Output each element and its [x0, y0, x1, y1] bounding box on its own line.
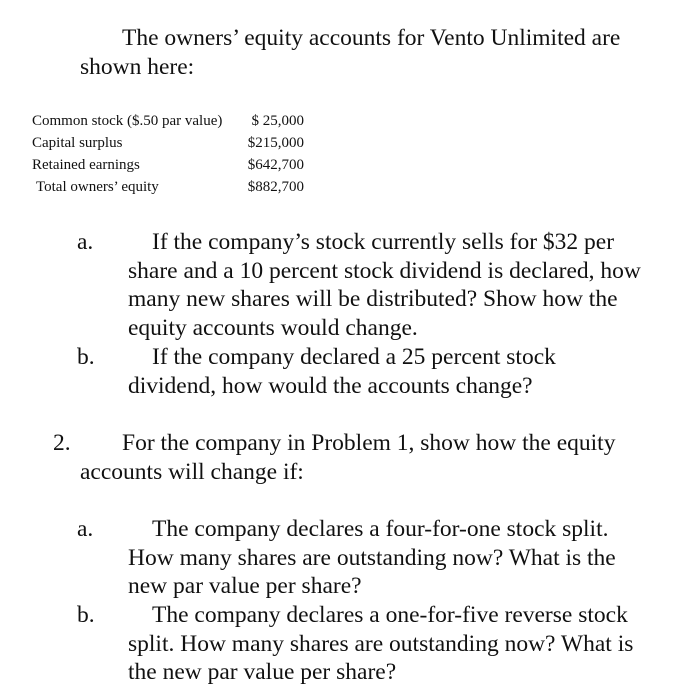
question-line: For the company in Problem 1, show how the equity: [122, 430, 616, 456]
problem-2-number: 2.: [53, 430, 71, 456]
retained-earnings-value: $642,700: [247, 157, 304, 173]
part-a-marker: a.: [77, 229, 94, 255]
table-row: [0, 110, 700, 132]
common-stock-label: Common stock ($.50 par value): [32, 113, 223, 129]
question-line: equity accounts would change.: [128, 315, 418, 341]
intro-text-line-1: The owners’ equity accounts for Vento Unlimited are: [122, 25, 621, 51]
question-line: the new par value per share?: [128, 659, 397, 685]
question-line: If the company’s stock currently sells for $32 per: [152, 229, 615, 255]
part-b-marker: b.: [77, 344, 95, 370]
total-equity-value: $882,700: [247, 179, 304, 195]
question-line: If the company declared a 25 percent stock: [152, 344, 556, 370]
table-row: [0, 154, 700, 176]
question-line: accounts will change if:: [80, 459, 304, 485]
capital-surplus-label: Capital surplus: [32, 135, 123, 151]
question-line: dividend, how would the accounts change?: [128, 373, 533, 399]
table-row: [0, 176, 700, 198]
question-line: many new shares will be distributed? Show how the: [128, 286, 618, 312]
question-line: new par value per share?: [128, 573, 362, 599]
question-line: The company declares a one-for-five reverse stock: [152, 602, 628, 628]
part-a-marker: a.: [77, 516, 94, 542]
question-line: How many shares are outstanding now? What is the: [128, 545, 616, 571]
total-equity-label: Total owners’ equity: [36, 179, 159, 195]
question-line: split. How many shares are outstanding now? What is: [128, 631, 634, 657]
common-stock-value: $ 25,000: [251, 113, 304, 129]
part-b-marker: b.: [77, 602, 95, 628]
capital-surplus-value: $215,000: [247, 135, 304, 151]
retained-earnings-label: Retained earnings: [32, 157, 140, 173]
intro-text-line-2: shown here:: [80, 54, 195, 80]
question-line: The company declares a four-for-one stock split.: [152, 516, 609, 542]
table-row: [0, 132, 700, 154]
question-line: share and a 10 percent stock dividend is declared, how: [128, 258, 641, 284]
